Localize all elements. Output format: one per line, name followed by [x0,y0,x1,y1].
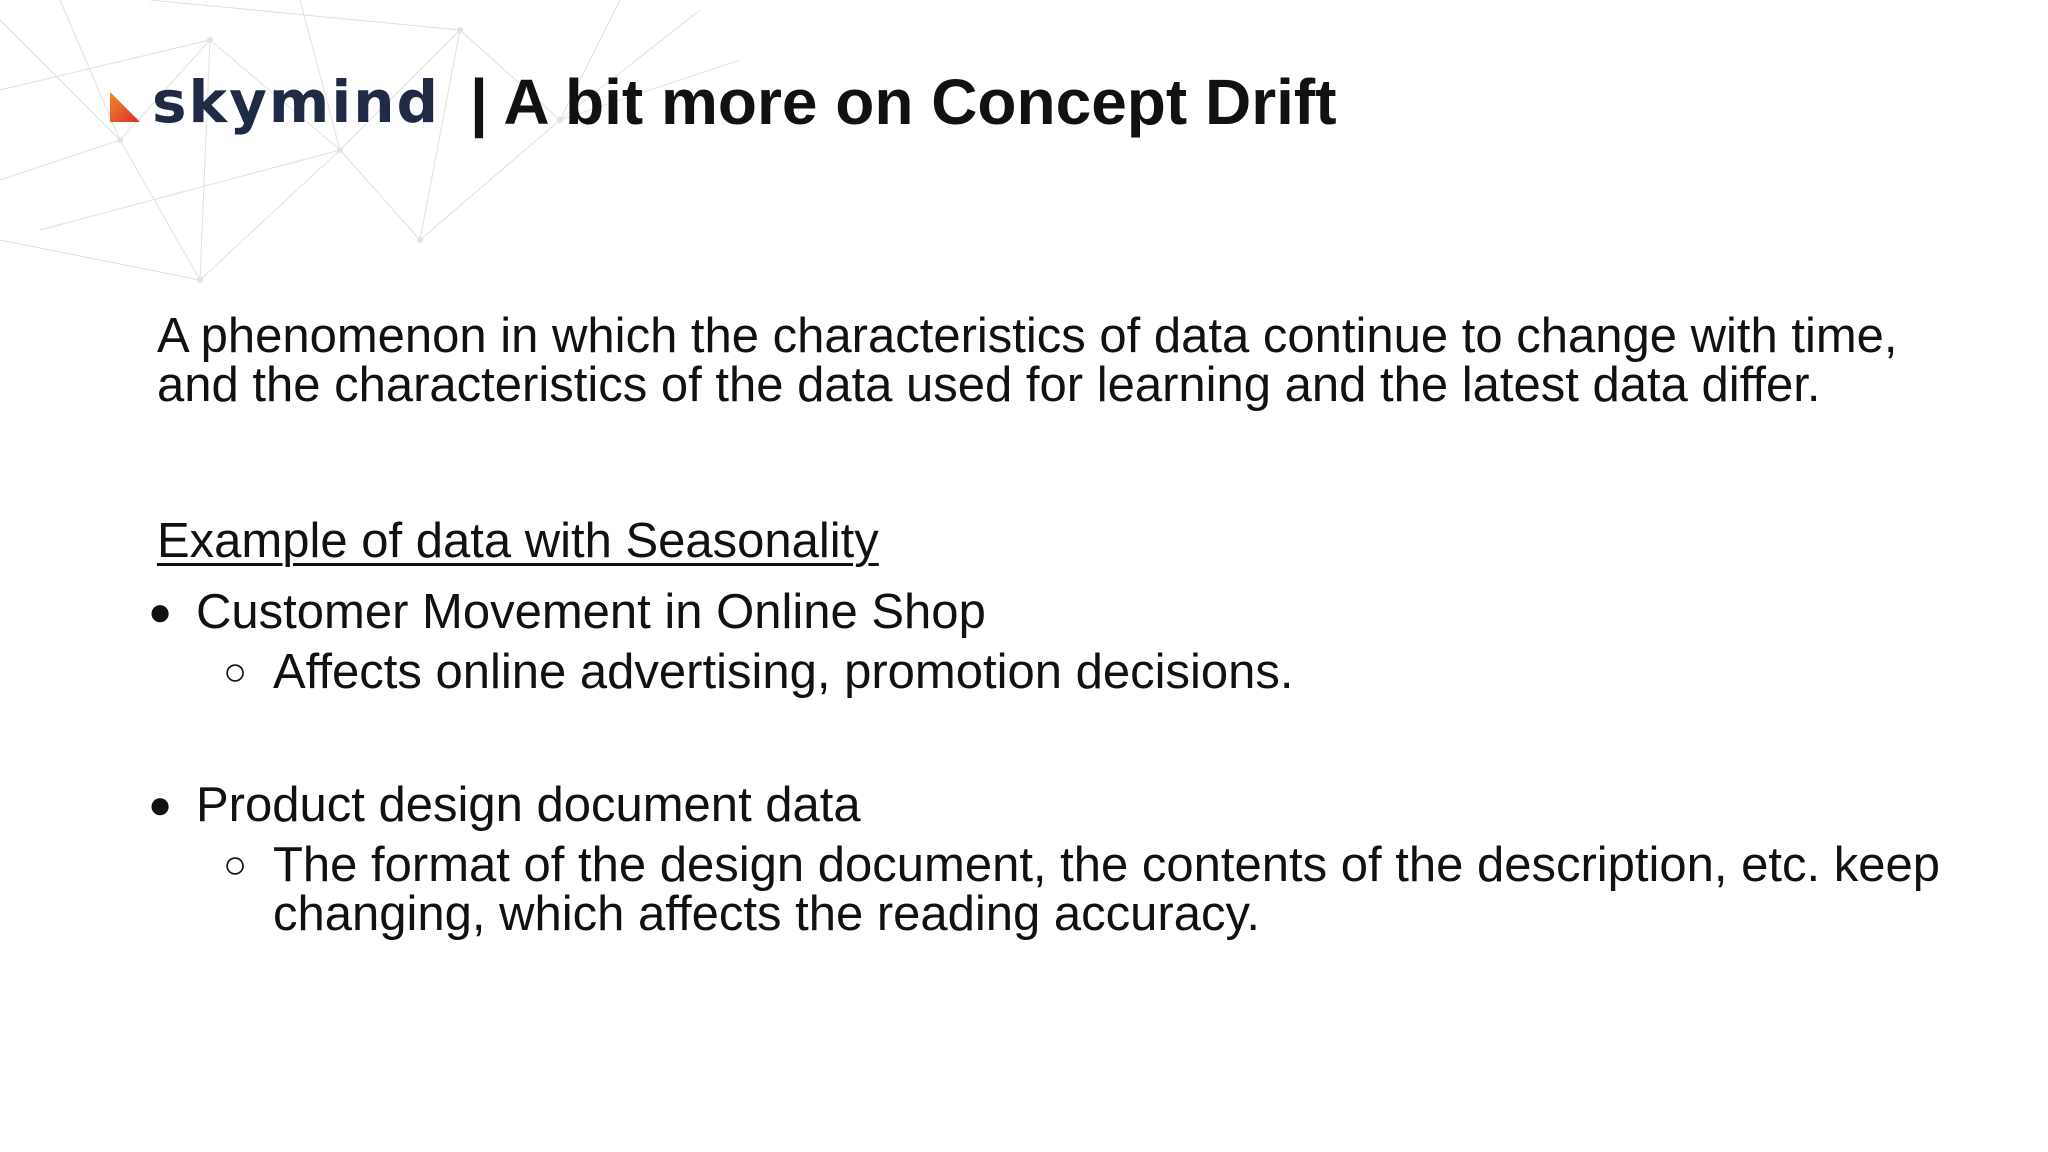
bullet-group [148,778,1940,941]
list-item [148,778,1937,832]
hollow-bullet-icon: ○ [223,843,248,887]
bullet-dot-icon: ● [148,590,173,634]
sub-bullet-text: The format of the design document, the contents of the description, etc. keep changing, which affects the reading accuracy. [273,838,1940,941]
slide-header [110,62,1337,142]
sub-list-item [157,645,1953,699]
hollow-bullet-icon: ○ [223,650,248,694]
intro-paragraph: A phenomenon in which the characteristics of data continue to change with time, and the characteristics of the data used for learning and the latest data differ. [157,309,1898,412]
bullet-text: Product design document data [196,778,861,832]
slide-body [148,309,1940,941]
background-network-decoration [0,0,800,300]
skymind-logo [110,62,440,142]
sub-list-item [157,838,1953,941]
bullet-dot-icon: ● [148,783,173,827]
logo-wordmark: skymind [152,68,441,136]
list-item [148,585,1937,639]
logo-triangle-icon [110,92,140,122]
bullet-group [148,585,1937,699]
sub-bullet-text: Affects online advertising, promotion decisions. [273,645,1294,699]
example-heading: Example of data with Seasonality [157,514,879,568]
bullet-text: Customer Movement in Online Shop [196,585,986,639]
page-title: | A bit more on Concept Drift [470,66,1337,138]
